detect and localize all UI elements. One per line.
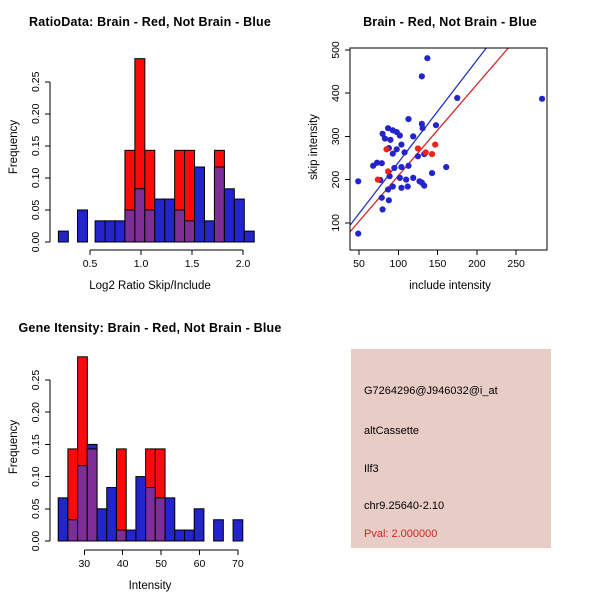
ratio-histogram-title: RatioData: Brain - Red, Not Brain - Blue [28, 15, 272, 29]
scatter-ylabel: skip intensity [308, 114, 320, 180]
gene-histogram-xlabel: Intensity [128, 580, 172, 592]
svg-text:1.0: 1.0 [133, 258, 149, 270]
ratio-histogram-plot [0, 0, 300, 300]
ratio-histogram-ylabel: Frequency [8, 119, 20, 175]
svg-text:500: 500 [330, 41, 342, 59]
svg-text:0.00: 0.00 [30, 231, 42, 253]
svg-text:60: 60 [193, 558, 206, 570]
scatter-xlabel: include intensity [409, 280, 491, 292]
gene-histogram-ylabel: Frequency [8, 419, 20, 475]
pval-text: Pval: 2.000000 [364, 528, 438, 540]
svg-text:50: 50 [353, 258, 365, 270]
svg-text:50: 50 [155, 558, 167, 570]
svg-text:2.0: 2.0 [235, 258, 251, 270]
svg-text:0.25: 0.25 [30, 369, 42, 391]
scatter-title: Brain - Red, Not Brain - Blue [363, 15, 537, 29]
svg-text:0.20: 0.20 [30, 401, 42, 423]
svg-text:0.05: 0.05 [30, 199, 42, 221]
svg-text:400: 400 [330, 84, 342, 102]
probe-id-text: G7264296@J946032@i_at [364, 385, 498, 397]
gene-histogram-plot [0, 300, 300, 600]
genomic-location-text: chr9.25640-2.10 [364, 500, 445, 512]
svg-text:30: 30 [78, 558, 91, 570]
event-type-text: altCassette [364, 425, 420, 437]
svg-text:0.20: 0.20 [30, 103, 42, 125]
gene-info-panel [351, 349, 551, 548]
svg-text:0.05: 0.05 [30, 498, 42, 520]
svg-text:100: 100 [330, 214, 342, 232]
svg-text:0.25: 0.25 [30, 71, 42, 92]
svg-text:200: 200 [330, 170, 342, 189]
svg-text:70: 70 [232, 558, 244, 570]
gene-histogram-title: Gene Itensity: Brain - Red, Not Brain - Blue [18, 321, 282, 335]
svg-text:0.10: 0.10 [30, 466, 42, 487]
svg-text:300: 300 [330, 127, 342, 146]
svg-text:250: 250 [507, 258, 525, 270]
svg-text:0.15: 0.15 [30, 135, 42, 157]
ratio-histogram-panel [0, 0, 300, 300]
svg-text:100: 100 [389, 258, 408, 270]
svg-text:0.10: 0.10 [30, 167, 42, 189]
scatter-plot [300, 0, 600, 300]
svg-text:0.00: 0.00 [30, 530, 42, 552]
svg-text:0.15: 0.15 [30, 434, 42, 455]
svg-text:1.5: 1.5 [184, 258, 200, 270]
ratio-histogram-xlabel: Log2 Ratio Skip/Include [89, 280, 211, 292]
svg-text:0.5: 0.5 [82, 258, 98, 270]
gene-name-text: Ilf3 [364, 463, 379, 475]
svg-text:40: 40 [116, 558, 129, 570]
scatter-panel [300, 0, 600, 300]
svg-text:200: 200 [468, 258, 486, 270]
svg-text:150: 150 [428, 258, 447, 270]
gene-histogram-panel [0, 300, 300, 600]
